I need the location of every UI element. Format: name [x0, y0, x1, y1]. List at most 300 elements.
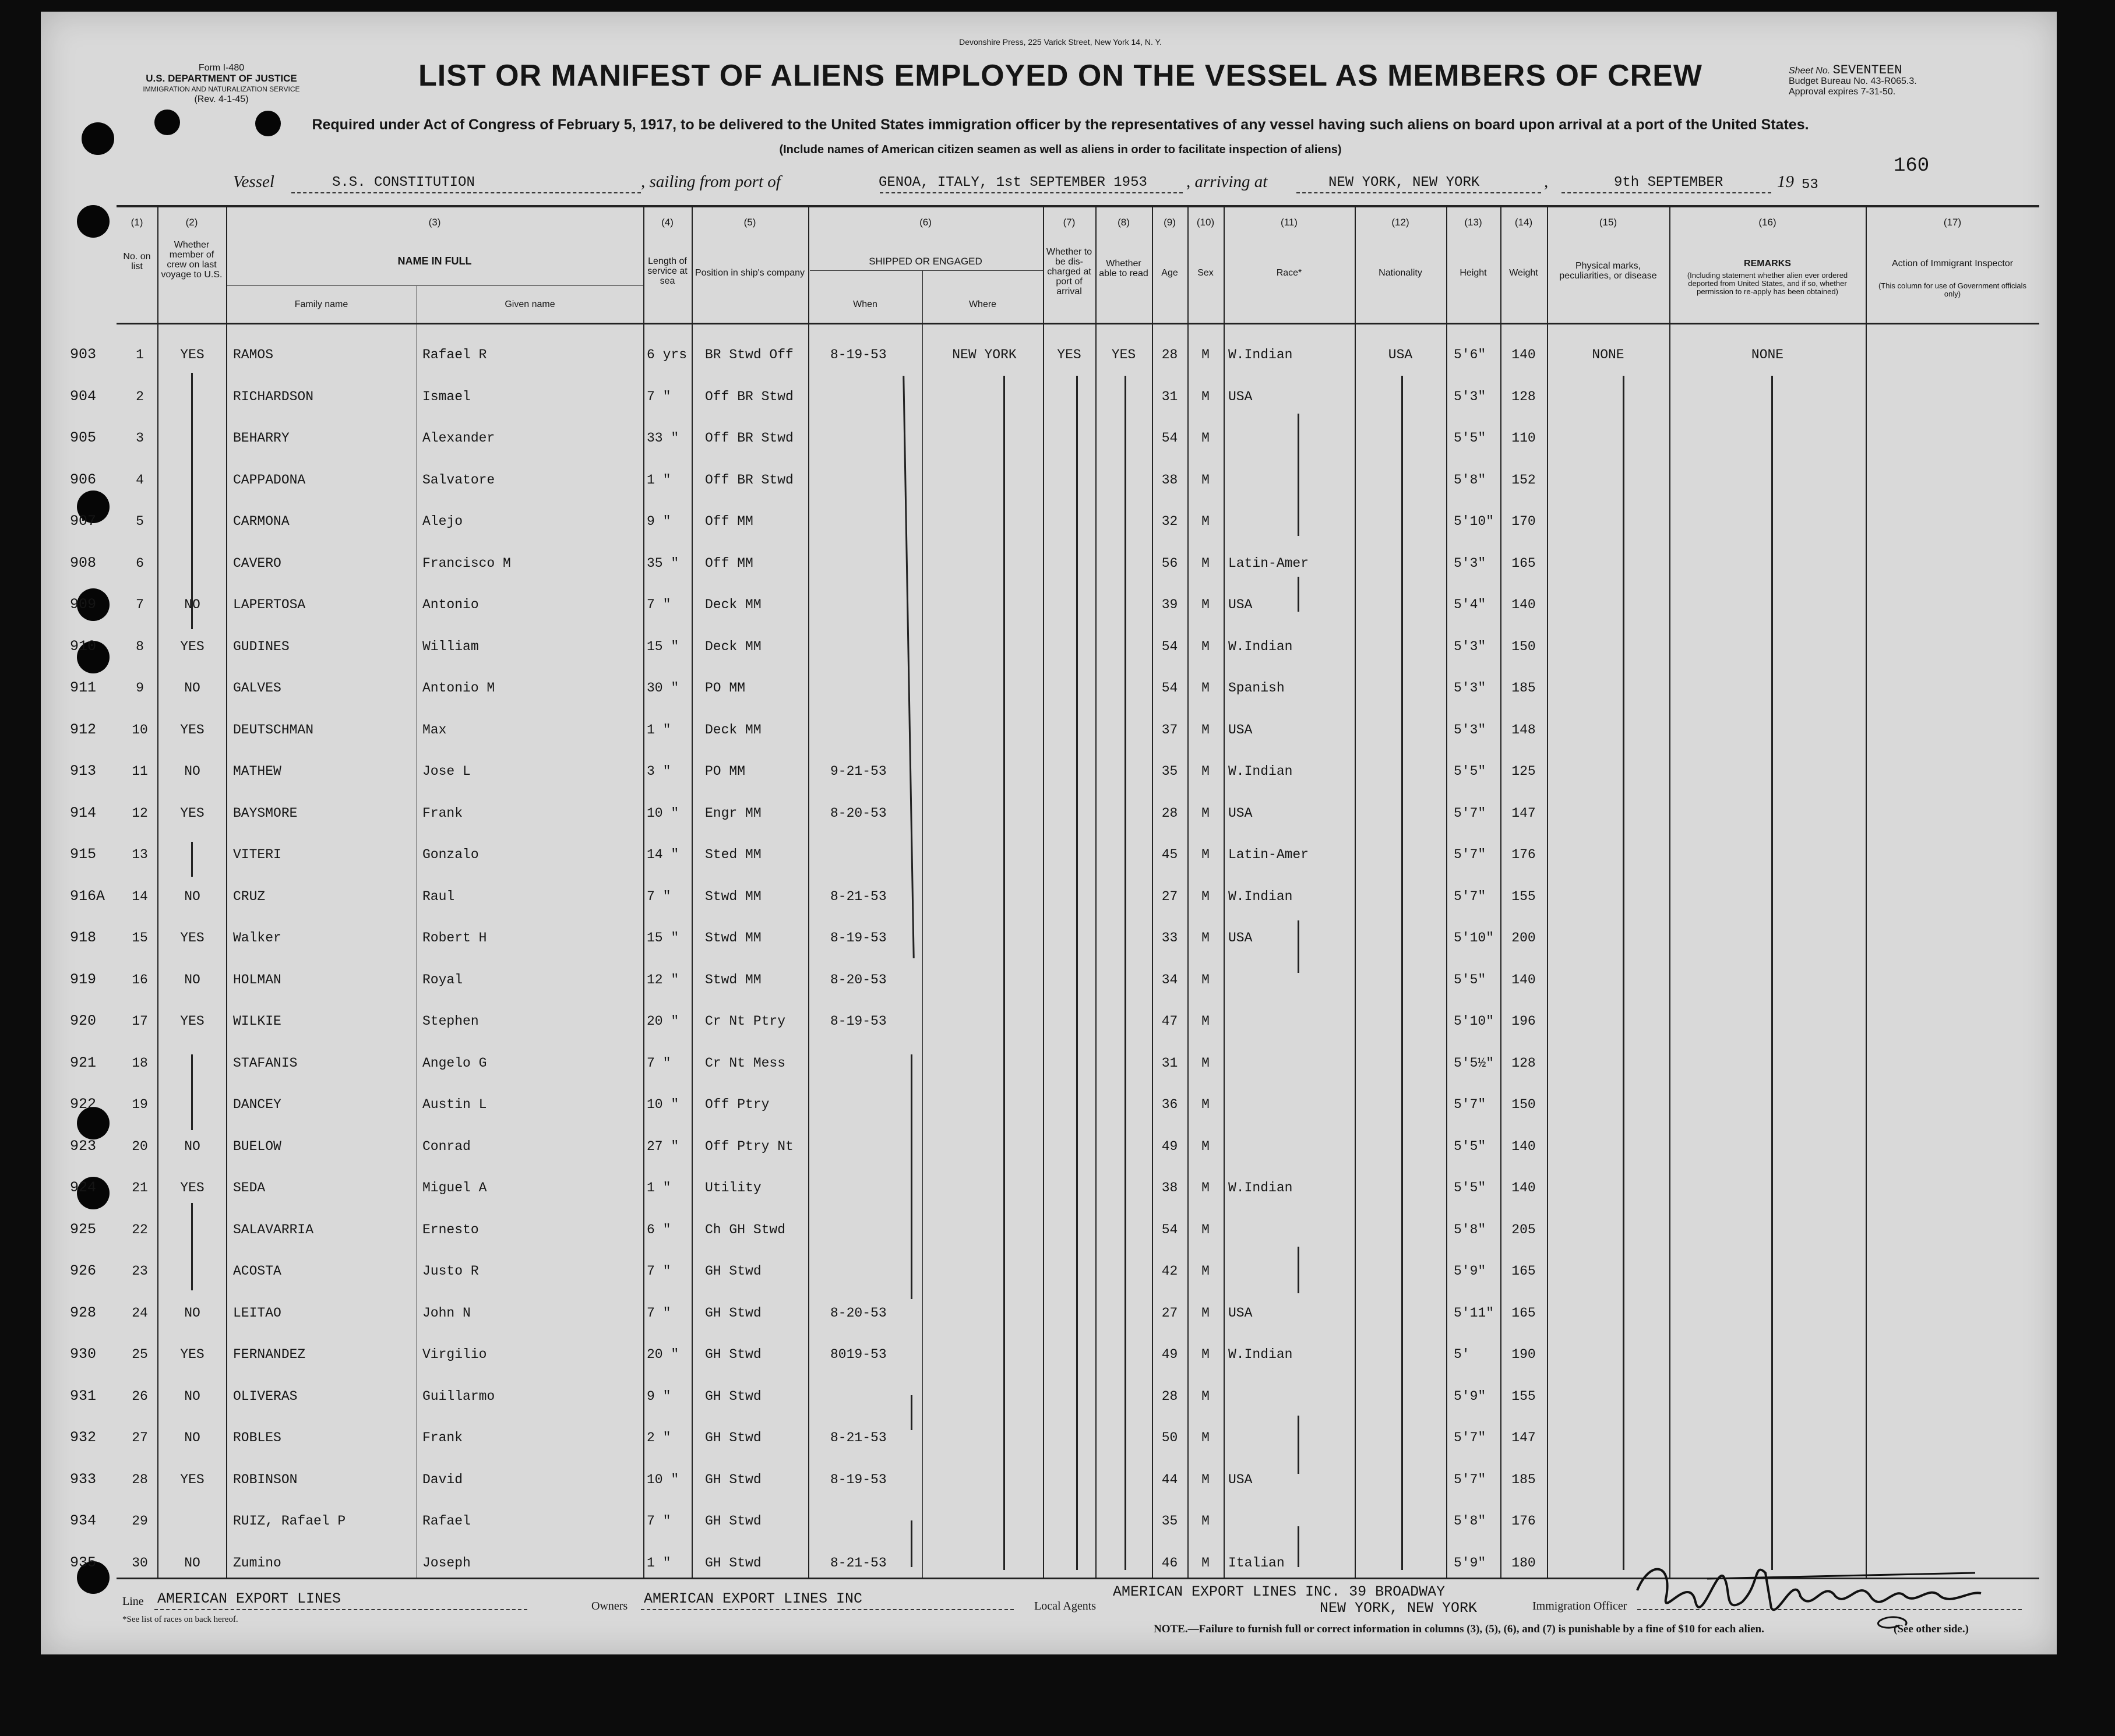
header-shipped-engaged: SHIPPED OR ENGAGED — [869, 256, 982, 267]
cell-member: NO — [184, 889, 200, 904]
cell-member: YES — [180, 806, 205, 821]
cell-no: 13 — [132, 847, 148, 862]
manifest-line-number: 913 — [70, 763, 97, 779]
cell-age: 44 — [1161, 1472, 1178, 1487]
see-other-side: (See other side.) — [1894, 1623, 1969, 1635]
col-num: (10) — [1196, 217, 1215, 228]
cell-race: USA — [1228, 389, 1253, 404]
manifest-line-number: 923 — [70, 1138, 97, 1155]
cell-sex: M — [1201, 972, 1210, 987]
cell-length: 30 " — [647, 680, 679, 696]
cell-weight: 140 — [1511, 597, 1536, 612]
cell-age: 28 — [1161, 806, 1178, 821]
cell-age: 27 — [1161, 1305, 1178, 1321]
cell-height: 5'9" — [1454, 1555, 1486, 1571]
col-num: (13) — [1464, 217, 1482, 228]
header-member-last-voyage: Whether member of crew on last voyage to U.S. — [161, 240, 223, 280]
cell-position: Stwd MM — [705, 972, 762, 987]
arrival-date: 9th SEPTEMBER — [1614, 175, 1723, 190]
cell-member: YES — [180, 1180, 205, 1195]
cell-no: 28 — [132, 1472, 148, 1487]
cell-given: Antonio — [422, 597, 479, 612]
cell-length: 20 " — [647, 1014, 679, 1029]
cell-age: 34 — [1161, 972, 1178, 987]
cell-age: 31 — [1161, 389, 1178, 404]
page-number: 160 — [1894, 155, 1930, 177]
cell-position: Off Ptry Nt — [705, 1139, 794, 1154]
agents-label: Local Agents — [1034, 1600, 1097, 1612]
cell-sex: M — [1201, 389, 1210, 404]
cell-given: Ismael — [422, 389, 471, 404]
approval-expiry: Approval expires 7-31-50. — [1789, 87, 1896, 97]
manifest-line-number: 910 — [70, 638, 97, 655]
cell-length: 7 " — [647, 1305, 671, 1321]
cell-position: GH Stwd — [705, 1305, 762, 1321]
cell-no: 11 — [132, 764, 148, 779]
header-name-in-full: NAME IN FULL — [397, 255, 472, 267]
cell-family: SEDA — [233, 1180, 266, 1195]
cell-no: 17 — [132, 1014, 148, 1029]
col-num: (9) — [1164, 217, 1176, 228]
cell-height: 5'3" — [1454, 722, 1486, 738]
cell-length: 9 " — [647, 514, 671, 529]
cell-length: 7 " — [647, 1056, 671, 1071]
cell-sex: M — [1201, 1180, 1210, 1195]
sheet-label: Sheet No. — [1789, 66, 1831, 76]
manifest-line-number: 916A — [70, 888, 105, 905]
cell-family: CARMONA — [233, 514, 290, 529]
header-discharged: Whether to be dis-charged at port of arrival — [1046, 247, 1092, 297]
cell-position: GH Stwd — [705, 1389, 762, 1404]
cell-height: 5'9" — [1454, 1264, 1486, 1279]
agents-line-1: AMERICAN EXPORT LINES INC. 39 BROADWAY — [1113, 1583, 1446, 1600]
cell-family: Zumino — [233, 1555, 281, 1571]
agents-line-2: NEW YORK, NEW YORK — [1320, 1600, 1478, 1617]
cell-position: GH Stwd — [705, 1472, 762, 1487]
cell-age: 46 — [1161, 1555, 1178, 1571]
cell-given: Robert H — [422, 930, 487, 945]
cell-member: YES — [180, 1472, 205, 1487]
manifest-line-number: 911 — [70, 679, 97, 696]
manifest-sheet: Devonshire Press, 225 Varick Street, New York 14, N. Y. Form I-480 U.S. DEPARTMENT OF JUSTICE IMMIGRATION AND NATURALIZATION SERVICE (Rev. 4-1-45) LIST OR MANIFEST OF ALIENS EMPLOYED ON THE VESSEL AS MEMBERS OF CREW Required under Act of Congress of February 5, 1917, to be delivered to the United States immigration officer by the representatives of any vessel having such aliens on board upon arrival at a port of the United States. (Include names of American citizen seamen as well as aliens in order to facilitate inspection of aliens) Sheet No. SEVENTEEN Budget Bureau No. 43-R065.3. Approval expires 7-31-50. 160 Vessel S.S. CONSTITUTION , sailing from port of GENOA, ITALY, 1st SEPTEMBER 1953 , arriving at NEW YORK, NEW YORK , 9th SEPTEMBER 19 53 (1) (2) (3) (4) (5) (6) (7) (8) (9) (10) (11) (12) (13) (14) (15) (16) (17) No. on list Whether member of crew on last voyage to U.S. NAME IN FULL Family name Given name Length of service at sea Position in ship's company SHIPPED OR ENGAGED When Where Whether to be dis-charged at port of arrival Whether able to read Age Sex Race* Nationality Height Weight Physical marks, peculiarities, or disease REMARKS (Including statement whether alien ever ordered deported from United States, and if so, whether permission to re-apply has been obtained) Action of Immigrant Inspector (This column for use of Government officials only) 903 1 YES RAMOS Rafael R 6 yrs BR Stwd Off 8-19-53 NEW YORK YES YES 28 M W.Indian USA 5'6" 140 NONE NONE 904 2 RICHARDSON Ismael 7 " Off BR Stwd 31 M USA 5'3" 128 905 3 BEHARRY Alexander 33 " Off BR Stwd 54 M 5'5" 110 906 4 CAPPADONA Salvatore 1 " Off BR Stwd 38 M 5'8" 152 907 5 CARMONA Alejo 9 " Off MM 32 M 5'10" 170 908 6 CAVERO Francisco M 35 " Off MM 56 M Latin-Amer 5'3" 165 909 7 NO LAPERTOSA Antonio 7 " Deck MM 39 M USA 5'4" 140 910 8 YES GUDINES William 15 " Deck MM 54 M W.Indian 5'3" 150 911 9 NO GALVES Antonio M 30 " PO MM 54 M Spanish 5'3" 185 912 10 YES DEUTSCHMAN Max 1 " Deck MM 37 M USA 5'3" 148 913 11 NO MATHEW Jose L 3 " PO MM 9-21-53 35 M W.Indian 5'5" 125 914 12 YES BAYSMORE Frank 10 " Engr MM 8-20-53 28 M USA 5'7" 147 915 13 VITERI Gonzalo 14 " Sted MM 45 M Latin-Amer 5'7" 176 916A 14 NO CRUZ Raul 7 " Stwd MM 8-21-53 27 M W.Indian 5'7" 155 918 15 YES Walker Robert H 15 " Stwd MM 8-19-53 33 M USA 5'10" 200 919 16 NO HOLMAN Royal 12 " Stwd MM 8-20-53 34 M 5'5" 140 920 17 YES WILKIE Stephen 20 " Cr Nt Ptry 8-19-53 47 M 5'10" 196 921 18 STAFANIS Angelo G 7 " Cr Nt Mess 31 M 5'5½" 128 922 19 DANCEY Austin L 10 " Off Ptry 36 M 5'7" 150 923 20 NO BUELOW Conrad 27 " Off Ptry Nt 49 M 5'5" 140 924 21 YES SEDA Miguel A 1 " Utility 38 M W.Indian 5'5" 140 925 22 SALAVARRIA Ernesto 6 " Ch GH Stwd 54 M 5'8" 205 926 23 ACOSTA Justo R 7 " GH Stwd 42 M 5'9" 165 928 24 NO LEITAO John N 7 " GH Stwd 8-20-53 27 M USA 5'11" 165 930 25 YES FERNANDEZ Virgilio 20 " GH Stwd 8019-53 49 M W.Indian 5' 190 931 26 NO OLIVERAS Guillarmo 9 " GH Stwd 28 M 5'9" 155 932 27 NO ROBLES Frank 2 " GH Stwd 8-21-53 50 M 5'7" 147 933 28 YES ROBINSON David 10 " GH Stwd 8-19-53 44 M USA 5'7" 185 934 29 RUIZ, Rafael P Rafael 7 " GH Stwd 35 M 5'8" 176 935 30 NO Zumino Joseph 1 " GH Stwd 8-21-53 46 M Italian 5'9" 180 Line AMERICAN EXPORT LINES Owners AMERICAN EXPORT LINES INC Local Agents AMERICAN EXPORT LINES INC. 39 BROADWAY NEW YORK, NEW YORK Immigration Officer *See list of races on back hereof. NOTE.—Failure to furnish full or correct information in columns (3), (5), (6), and (7) is punishable by a fine of $10 for each alien. (See other side.) — [41, 12, 2057, 1654]
cell-given: Antonio M — [422, 680, 495, 696]
cell-weight: 128 — [1511, 389, 1536, 404]
cell-height: 5'7" — [1454, 847, 1486, 862]
cell-no: 19 — [132, 1097, 148, 1112]
header-age: Age — [1161, 268, 1178, 278]
header-given-name: Given name — [505, 299, 555, 309]
cell-sex: M — [1201, 431, 1210, 446]
cell-sex: M — [1201, 514, 1210, 529]
cell-age: 38 — [1161, 1180, 1178, 1195]
header-nationality: Nationality — [1379, 268, 1422, 278]
cell-member: YES — [180, 347, 205, 362]
cell-length: 15 " — [647, 930, 679, 945]
cell-age: 42 — [1161, 1264, 1178, 1279]
cell-member: YES — [180, 1347, 205, 1362]
col-num: (7) — [1063, 217, 1076, 228]
cell-no: 25 — [132, 1347, 148, 1362]
cell-length: 6 yrs — [647, 347, 688, 362]
col-num: (1) — [131, 217, 143, 228]
cell-given: Joseph — [422, 1555, 471, 1571]
cell-age: 39 — [1161, 597, 1178, 612]
cell-position: Deck MM — [705, 597, 762, 612]
cell-race: Latin-Amer — [1228, 556, 1309, 571]
cell-position: GH Stwd — [705, 1347, 762, 1362]
col-num: (14) — [1514, 217, 1533, 228]
cell-position: Off MM — [705, 556, 753, 571]
cell-race: W.Indian — [1228, 1347, 1293, 1362]
cell-length: 12 " — [647, 972, 679, 987]
cell-sex: M — [1201, 930, 1210, 945]
cell-physical: NONE — [1592, 347, 1624, 362]
cell-family: OLIVERAS — [233, 1389, 298, 1404]
cell-member: NO — [184, 1139, 200, 1154]
cell-family: BUELOW — [233, 1139, 281, 1154]
col-num: (4) — [661, 217, 674, 228]
races-note: *See list of races on back hereof. — [122, 1615, 238, 1624]
cell-nationality: USA — [1388, 347, 1413, 362]
manifest-line-number: 933 — [70, 1471, 97, 1488]
col-num: (6) — [919, 217, 932, 228]
cell-family: ACOSTA — [233, 1264, 281, 1279]
header-weight: Weight — [1509, 268, 1538, 278]
cell-height: 5'7" — [1454, 1097, 1486, 1112]
cell-given: Virgilio — [422, 1347, 487, 1362]
cell-position: Cr Nt Mess — [705, 1056, 786, 1071]
cell-given: Raul — [422, 889, 455, 904]
cell-race: Italian — [1228, 1555, 1285, 1571]
cell-weight: 205 — [1511, 1222, 1536, 1237]
cell-weight: 140 — [1511, 1139, 1536, 1154]
cell-family: FERNANDEZ — [233, 1347, 306, 1362]
cell-sex: M — [1201, 1555, 1210, 1571]
cell-no: 29 — [132, 1513, 148, 1529]
cell-given: John N — [422, 1305, 471, 1321]
cell-family: HOLMAN — [233, 972, 281, 987]
cell-length: 27 " — [647, 1139, 679, 1154]
cell-given: William — [422, 639, 479, 654]
cell-position: Off BR Stwd — [705, 472, 794, 488]
form-revision: (Rev. 4-1-45) — [194, 94, 249, 104]
cell-age: 35 — [1161, 764, 1178, 779]
cell-no: 5 — [136, 514, 144, 529]
cell-given: Max — [422, 722, 447, 738]
officer-label: Immigration Officer — [1532, 1600, 1627, 1612]
cell-member: NO — [184, 597, 200, 612]
cell-family: BEHARRY — [233, 431, 290, 446]
cell-given: Alexander — [422, 431, 495, 446]
cell-height: 5'10" — [1454, 930, 1494, 945]
cell-member: NO — [184, 764, 200, 779]
cell-given: Stephen — [422, 1014, 479, 1029]
cell-given: Francisco M — [422, 556, 511, 571]
cell-height: 5'8" — [1454, 472, 1486, 488]
cell-no: 10 — [132, 722, 148, 738]
cell-weight: 165 — [1511, 1264, 1536, 1279]
cell-when: 8-19-53 — [830, 930, 887, 945]
sailing-label: , sailing from port of — [641, 172, 781, 191]
cell-weight: 110 — [1511, 431, 1536, 446]
cell-family: GALVES — [233, 680, 281, 696]
include-note: (Include names of American citizen seamen as well as aliens in order to facilitate inspection of aliens) — [779, 143, 1342, 156]
manifest-line-number: 906 — [70, 471, 97, 488]
cell-age: 49 — [1161, 1139, 1178, 1154]
cell-position: GH Stwd — [705, 1555, 762, 1571]
manifest-line-number: 915 — [70, 846, 97, 863]
cell-when: 8-20-53 — [830, 806, 887, 821]
cell-height: 5'8" — [1454, 1513, 1486, 1529]
cell-age: 50 — [1161, 1430, 1178, 1445]
cell-length: 1 " — [647, 1180, 671, 1195]
cell-length: 10 " — [647, 1097, 679, 1112]
manifest-line-number: 912 — [70, 721, 97, 738]
punch-hole — [77, 205, 110, 238]
cell-sex: M — [1201, 1430, 1210, 1445]
header-height: Height — [1460, 268, 1487, 278]
col-num: (17) — [1943, 217, 1962, 228]
cell-remarks: NONE — [1751, 347, 1784, 362]
cell-race: USA — [1228, 597, 1253, 612]
cell-length: 1 " — [647, 472, 671, 488]
sheet-number: SEVENTEEN — [1832, 63, 1902, 77]
cell-weight: 170 — [1511, 514, 1536, 529]
cell-weight: 150 — [1511, 1097, 1536, 1112]
cell-when: 8-20-53 — [830, 972, 887, 987]
service: IMMIGRATION AND NATURALIZATION SERVICE — [143, 85, 300, 93]
header-sex: Sex — [1197, 268, 1214, 278]
header-no-on-list: No. on list — [123, 252, 151, 271]
header-remarks: REMARKS — [1744, 259, 1791, 269]
page-title: LIST OR MANIFEST OF ALIENS EMPLOYED ON THE VESSEL AS MEMBERS OF CREW — [418, 59, 1702, 93]
cell-family: STAFANIS — [233, 1056, 298, 1071]
cell-no: 16 — [132, 972, 148, 987]
cell-age: 54 — [1161, 639, 1178, 654]
cell-member: YES — [180, 722, 205, 738]
cell-age: 32 — [1161, 514, 1178, 529]
owners-label: Owners — [591, 1600, 628, 1612]
cell-given: Rafael R — [422, 347, 487, 362]
cell-race: Latin-Amer — [1228, 847, 1309, 862]
manifest-line-number: 925 — [70, 1221, 97, 1238]
cell-family: LEITAO — [233, 1305, 281, 1321]
cell-weight: 125 — [1511, 764, 1536, 779]
cell-weight: 140 — [1511, 347, 1536, 362]
col-num: (15) — [1599, 217, 1617, 228]
cell-given: Guillarmo — [422, 1389, 495, 1404]
cell-height: 5'10" — [1454, 514, 1494, 529]
cell-height: 5'3" — [1454, 389, 1486, 404]
cell-position: Deck MM — [705, 722, 762, 738]
cell-member: YES — [180, 639, 205, 654]
manifest-line-number: 905 — [70, 429, 97, 446]
manifest-line-number: 935 — [70, 1554, 97, 1571]
budget-number: Budget Bureau No. 43-R065.3. — [1789, 76, 1917, 86]
cell-length: 1 " — [647, 722, 671, 738]
cell-race: USA — [1228, 806, 1253, 821]
manifest-line-number: 919 — [70, 971, 97, 988]
cell-given: Ernesto — [422, 1222, 479, 1237]
cell-no: 27 — [132, 1430, 148, 1445]
cell-no: 26 — [132, 1389, 148, 1404]
cell-sex: M — [1201, 1472, 1210, 1487]
department: U.S. DEPARTMENT OF JUSTICE — [146, 73, 297, 84]
arrival-port: NEW YORK, NEW YORK — [1328, 175, 1480, 190]
cell-discharged: YES — [1057, 347, 1081, 362]
cell-weight: 185 — [1511, 1472, 1536, 1487]
cell-race: W.Indian — [1228, 889, 1293, 904]
cell-length: 2 " — [647, 1430, 671, 1445]
cell-position: PO MM — [705, 764, 746, 779]
cell-given: Angelo G — [422, 1056, 487, 1071]
header-physical: Physical marks, peculiarities, or disease — [1559, 261, 1657, 281]
cell-when: 8-21-53 — [830, 1430, 887, 1445]
cell-sex: M — [1201, 1097, 1210, 1112]
cell-when: 8-19-53 — [830, 1014, 887, 1029]
cell-member: NO — [184, 1555, 200, 1571]
cell-race: USA — [1228, 722, 1253, 738]
cell-no: 3 — [136, 431, 144, 446]
cell-position: Stwd MM — [705, 889, 762, 904]
cell-given: Frank — [422, 806, 463, 821]
cell-when: 8019-53 — [830, 1347, 887, 1362]
cell-position: Stwd MM — [705, 930, 762, 945]
cell-given: Alejo — [422, 514, 463, 529]
cell-race: W.Indian — [1228, 639, 1293, 654]
cell-age: 28 — [1161, 1389, 1178, 1404]
cell-given: Austin L — [422, 1097, 487, 1112]
cell-age: 37 — [1161, 722, 1178, 738]
manifest-line-number: 907 — [70, 513, 97, 530]
cell-weight: 185 — [1511, 680, 1536, 696]
cell-no: 7 — [136, 597, 144, 612]
cell-family: ROBINSON — [233, 1472, 298, 1487]
form-info — [117, 63, 326, 105]
cell-race: Spanish — [1228, 680, 1285, 696]
cell-sex: M — [1201, 889, 1210, 904]
arrival-year: 53 — [1802, 177, 1818, 193]
cell-sex: M — [1201, 764, 1210, 779]
manifest-line-number: 930 — [70, 1346, 97, 1363]
cell-sex: M — [1201, 722, 1210, 738]
cell-weight: 165 — [1511, 556, 1536, 571]
cell-height: 5'7" — [1454, 1472, 1486, 1487]
cell-read: YES — [1111, 347, 1136, 362]
cell-height: 5'9" — [1454, 1389, 1486, 1404]
cell-no: 21 — [132, 1180, 148, 1195]
manifest-line-number: 928 — [70, 1304, 97, 1321]
cell-sex: M — [1201, 1056, 1210, 1071]
cell-sex: M — [1201, 1513, 1210, 1529]
cell-member: NO — [184, 1389, 200, 1404]
header-length-service: Length of service at sea — [647, 256, 688, 286]
cell-age: 54 — [1161, 1222, 1178, 1237]
cell-length: 10 " — [647, 806, 679, 821]
fine-note: NOTE.—Failure to furnish full or correct information in columns (3), (5), (6), and (7) is punishable by a fine of $10 for each alien. — [1154, 1623, 1764, 1635]
arriving-label: , arriving at — [1186, 172, 1268, 191]
cell-age: 45 — [1161, 847, 1178, 862]
cell-member: NO — [184, 1305, 200, 1321]
cell-no: 2 — [136, 389, 144, 404]
cell-family: RUIZ, Rafael P — [233, 1513, 346, 1529]
cell-race: W.Indian — [1228, 347, 1293, 362]
cell-weight: 148 — [1511, 722, 1536, 738]
manifest-line-number: 922 — [70, 1096, 97, 1113]
cell-age: 27 — [1161, 889, 1178, 904]
cell-height: 5'7" — [1454, 1430, 1486, 1445]
form-number: Form I-480 — [198, 63, 245, 73]
cell-sex: M — [1201, 1305, 1210, 1321]
col-num: (2) — [185, 217, 198, 228]
cell-position: GH Stwd — [705, 1264, 762, 1279]
col-num: (12) — [1391, 217, 1409, 228]
cell-member: NO — [184, 972, 200, 987]
cell-height: 5'5½" — [1454, 1056, 1494, 1071]
col-num: (8) — [1118, 217, 1130, 228]
manifest-line-number: 934 — [70, 1512, 97, 1529]
cell-no: 22 — [132, 1222, 148, 1237]
cell-length: 10 " — [647, 1472, 679, 1487]
vessel-label: Vessel — [233, 172, 274, 191]
cell-height: 5'5" — [1454, 431, 1486, 446]
cell-given: Gonzalo — [422, 847, 479, 862]
header-action-note: (This column for use of Government officials only) — [1878, 281, 2027, 298]
cell-height: 5'5" — [1454, 972, 1486, 987]
cell-weight: 147 — [1511, 806, 1536, 821]
cell-given: Frank — [422, 1430, 463, 1445]
cell-age: 31 — [1161, 1056, 1178, 1071]
cell-weight: 165 — [1511, 1305, 1536, 1321]
cell-sex: M — [1201, 639, 1210, 654]
sheet-info — [1789, 65, 2022, 97]
cell-sex: M — [1201, 472, 1210, 488]
cell-age: 28 — [1161, 347, 1178, 362]
cell-position: Off BR Stwd — [705, 431, 794, 446]
cell-age: 36 — [1161, 1097, 1178, 1112]
cell-no: 24 — [132, 1305, 148, 1321]
cell-weight: 200 — [1511, 930, 1536, 945]
cell-sex: M — [1201, 1347, 1210, 1362]
owners-value: AMERICAN EXPORT LINES INC — [644, 1590, 863, 1607]
cell-age: 49 — [1161, 1347, 1178, 1362]
manifest-line-number: 931 — [70, 1388, 97, 1405]
cell-weight: 176 — [1511, 847, 1536, 862]
manifest-line-number: 918 — [70, 929, 97, 946]
manifest-line-number: 903 — [70, 346, 97, 363]
cell-height: 5'7" — [1454, 889, 1486, 904]
col-num: (16) — [1758, 217, 1776, 228]
cell-family: CAVERO — [233, 556, 281, 571]
cell-family: CRUZ — [233, 889, 266, 904]
cell-weight: 128 — [1511, 1056, 1536, 1071]
cell-sex: M — [1201, 680, 1210, 696]
cell-height: 5'5" — [1454, 1180, 1486, 1195]
cell-sex: M — [1201, 806, 1210, 821]
cell-race: W.Indian — [1228, 764, 1293, 779]
cell-member: NO — [184, 680, 200, 696]
manifest-line-number: 932 — [70, 1429, 97, 1446]
cell-weight: 140 — [1511, 972, 1536, 987]
cell-length: 15 " — [647, 639, 679, 654]
cell-family: GUDINES — [233, 639, 290, 654]
manifest-line-number: 926 — [70, 1262, 97, 1279]
cell-position: BR Stwd Off — [705, 347, 794, 362]
cell-family: CAPPADONA — [233, 472, 306, 488]
cell-family: RAMOS — [233, 347, 274, 362]
cell-when: 8-21-53 — [830, 889, 887, 904]
cell-given: Conrad — [422, 1139, 471, 1154]
